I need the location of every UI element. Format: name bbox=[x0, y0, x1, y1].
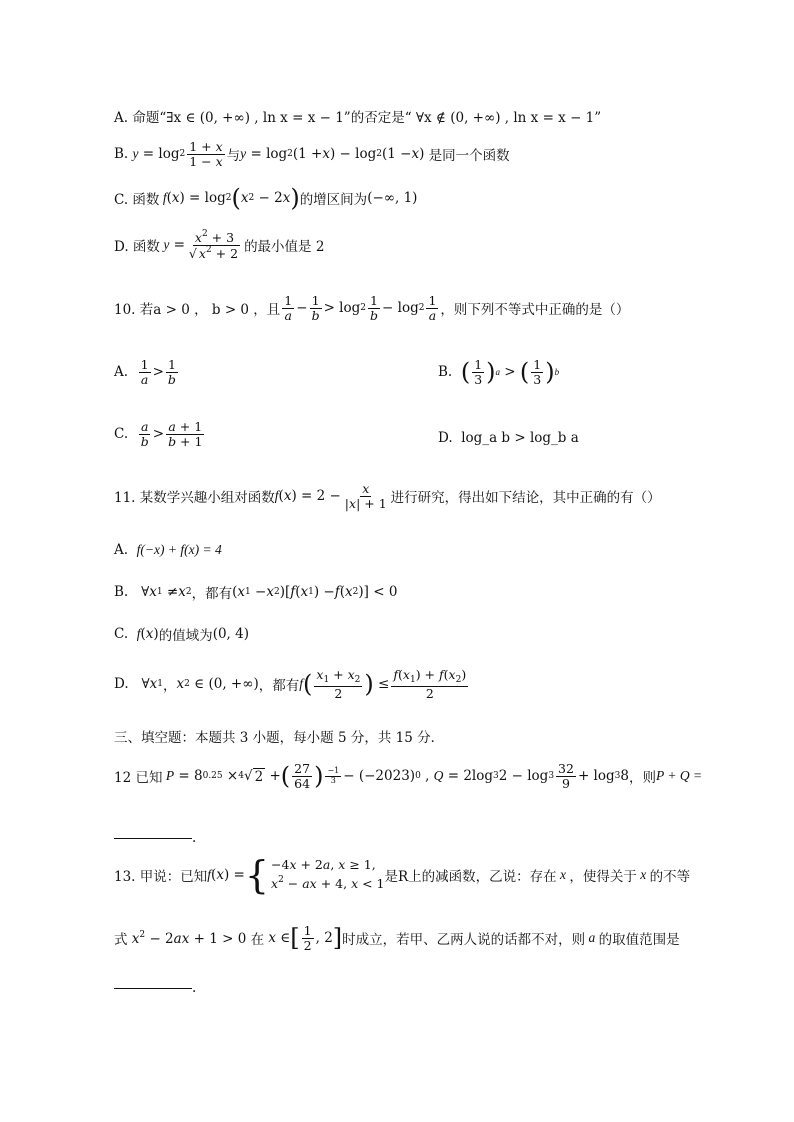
q9-option-a: A. 命题“∃x ∈ (0, +∞) , ln x = x − 1”的否定是“ ∀x ∉ (0, +∞) , ln x = x − 1” bbox=[114, 110, 602, 126]
q9-option-b: B. y = log 2 $\frac{1 + x}{1 - x}$ 与 y = log 2 (1 + x ) − log 2 (1 − x ) 是同一个函数 bbox=[114, 139, 510, 169]
q11-option-c: C. f ( x ) 的值域为 (0, 4) bbox=[114, 626, 249, 644]
q9-option-d: D. 函数 y = $\frac{x^2 + 3}{√ x^2 + 2}$ 的最小值是 2 bbox=[114, 229, 325, 261]
q13-stem-line1: 13. 甲说：已知 f ( x ) = { −4x + 2a, x ≥ 1, $x^2$ − ax + 4, x < 1 是R上的减函数，乙说：存在 x ，使得关于 x 的不等 bbox=[114, 853, 691, 897]
q12-stem: 12 已知 P = 8 0.25 × 4 √ 2 + ( $\frac{27}{64}$ ) $\frac{-1}{3}$ − (−2023) 0 , Q = 2log 3 2 − log 3 $\frac{32}{9}$ + log 3 8 ，则 P + Q = bbox=[114, 761, 703, 791]
q10-stem: 10. 若 a > 0 ， b > 0 ，且 $\frac{1}{a}$ − $\frac{1}{b}$ > log 2 $\frac{1}{b}$ − log 2 $\frac{1}{a}$ ，则下列不等式中正确的是（） bbox=[114, 293, 630, 323]
q11-option-b: B. ∀ x 1 ≠ x 2 ，都有 ( x 1 − x 2 )[ f ( x 1 ) − f ( x 2 )] < 0 bbox=[114, 584, 398, 602]
q10-option-c: C. $\frac{a}{b}$ > $\frac{a + 1}{b + 1}$ bbox=[114, 419, 203, 449]
section-3-heading: 三、填空题：本题共 3 小题，每小题 5 分，共 15 分． bbox=[114, 730, 445, 746]
q13-answer-blank[interactable]: . bbox=[114, 980, 196, 996]
q12-answer-blank[interactable]: . bbox=[114, 830, 196, 846]
q9-option-c: C. 函数 f ( x ) = log 2 ( x 2 − 2 x ) 的增区间为 (−∞, 1) bbox=[114, 184, 418, 212]
q11-option-a: A. f(−x) + f(x) = 4 bbox=[114, 542, 222, 558]
q10-option-a: A. $\frac{1}{a}$ > $\frac{1}{b}$ bbox=[114, 357, 176, 387]
q13-stem-line2: 式 $x^2 - 2ax + 1 > 0$ 在 x ∈ [ $\frac{1}{2}$ , 2 ] 时成立，若甲、乙两人说的话都不对，则 a 的取值范围是 bbox=[114, 923, 680, 953]
q10-option-d: D. log_a b > log_b a bbox=[438, 430, 579, 446]
q10-option-b: B. ( $\frac{1}{3}$ ) a > ( $\frac{1}{3}$ ) b bbox=[438, 357, 560, 387]
q11-stem: 11. 某数学兴趣小组对函数 f ( x ) = 2 − $\frac{x}{|x| + 1}$ 进行研究，得出如下结论，其中正确的有（） bbox=[114, 481, 661, 511]
q11-option-d: D. ∀ x 1 ， x 2 ∈ (0, +∞) ，都有 f ( $\frac{x_1 + x_2}{2}$ ) ≤ $\frac{f(x_1) + f(x_2)}{2}$ bbox=[114, 667, 467, 701]
